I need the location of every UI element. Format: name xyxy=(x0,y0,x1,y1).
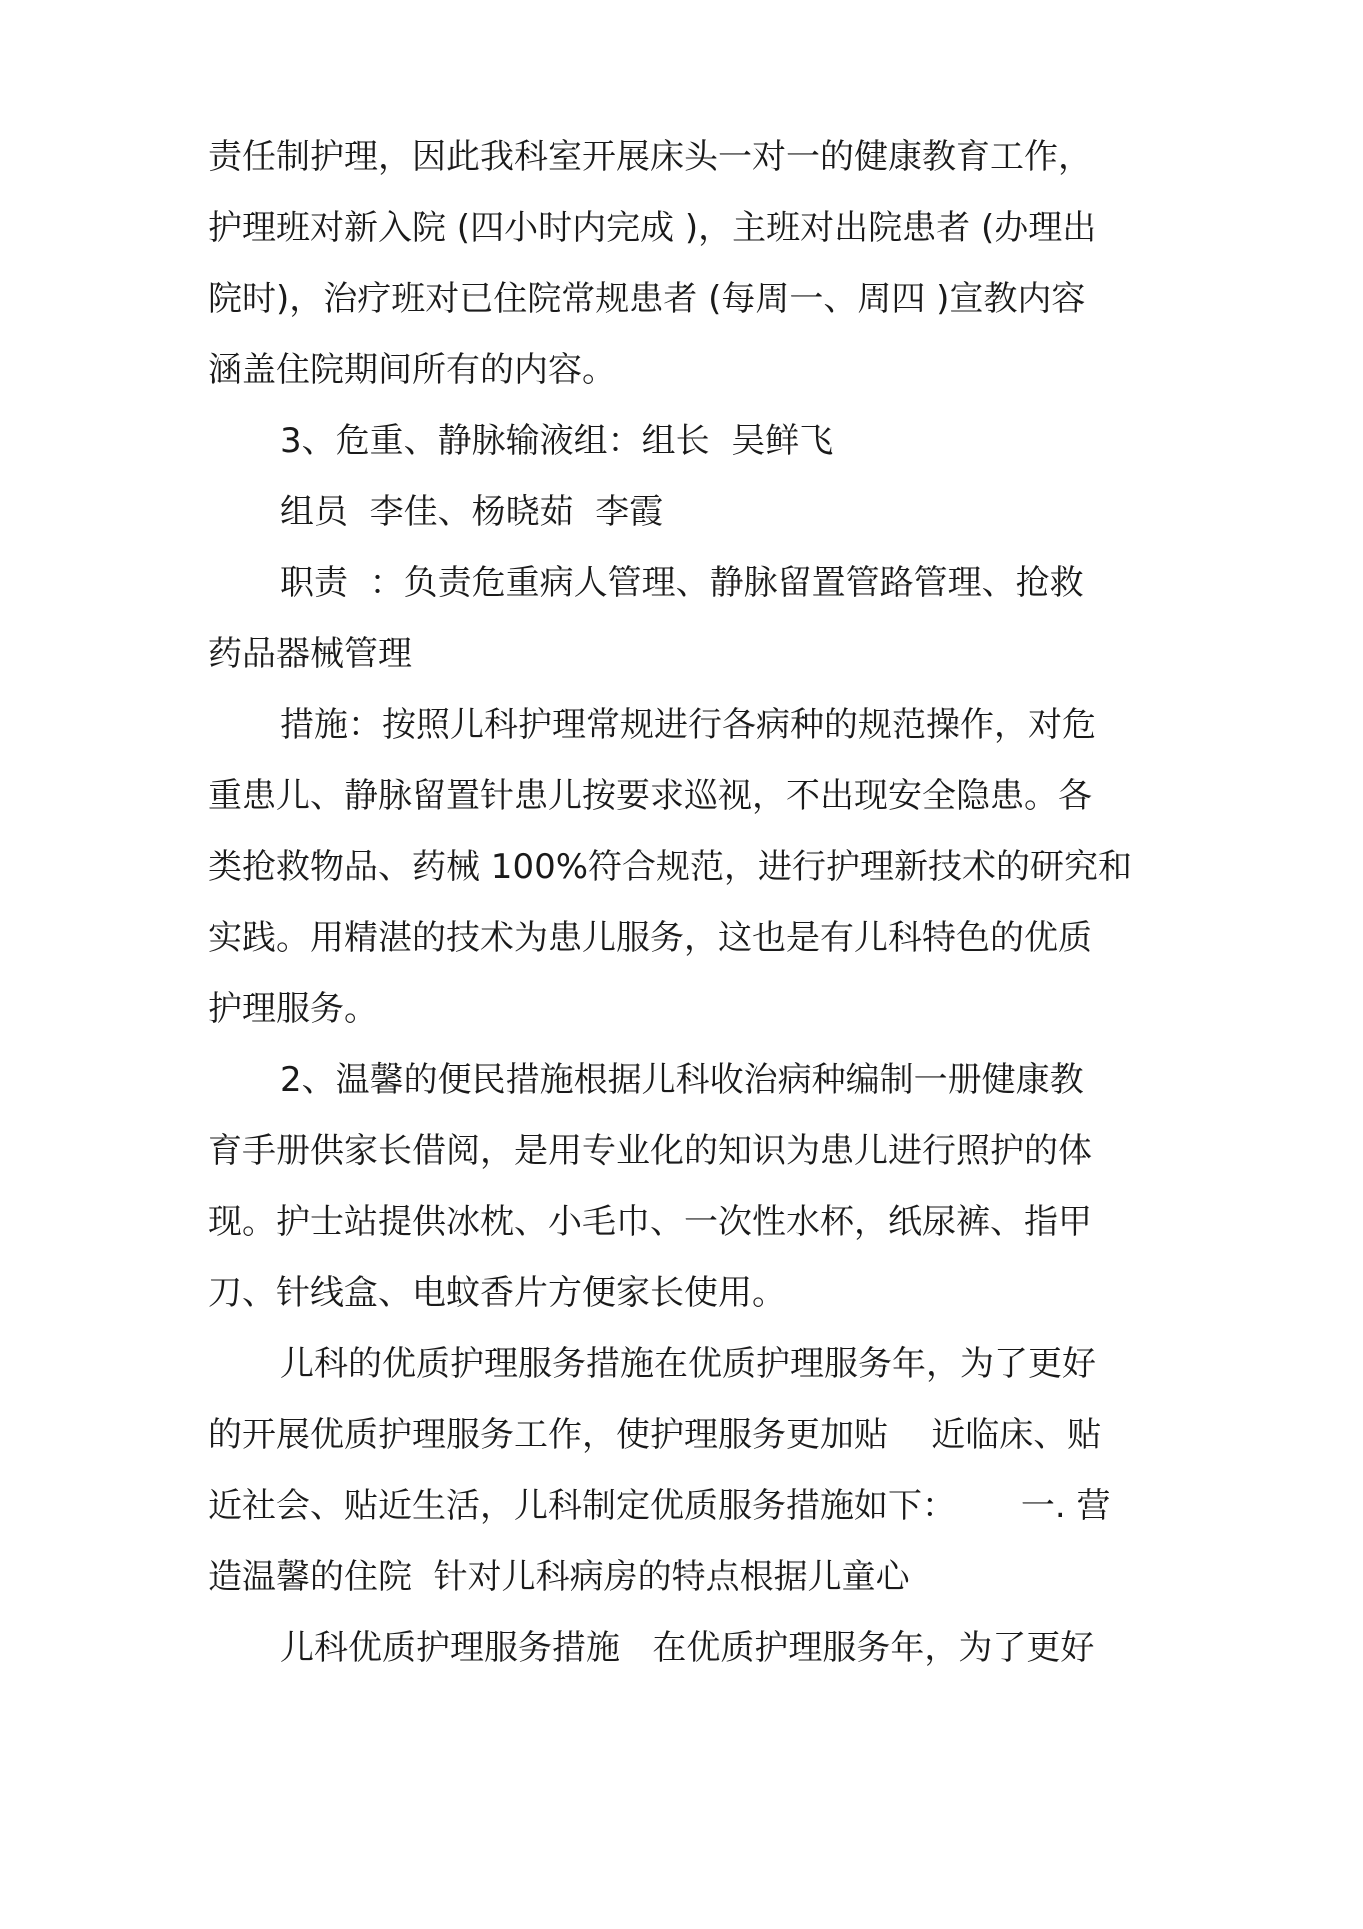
text-line: 药品器械管理 xyxy=(208,634,412,674)
text-line: 责任制护理，因此我科室开展床头一对一的健康教育工作， xyxy=(208,137,1092,177)
text-line: 近社会、贴近生活，儿科制定优质服务措施如下： 一. 营 xyxy=(208,1486,1111,1526)
text-line: 育手册供家长借阅，是用专业化的知识为患儿进行照护的体 xyxy=(208,1131,1092,1171)
text-line: 措施：按照儿科护理常规进行各病种的规范操作，对危 xyxy=(280,705,1096,745)
text-line: 组员 李佳、杨晓茹 李霞 xyxy=(280,492,664,532)
text-line: 2、温馨的便民措施根据儿科收治病种编制一册健康教 xyxy=(280,1060,1084,1100)
text-line: 实践。用精湛的技术为患儿服务，这也是有儿科特色的优质 xyxy=(208,918,1092,958)
text-line: 造温馨的住院 针对儿科病房的特点根据儿童心 xyxy=(208,1557,910,1597)
text-line: 儿科的优质护理服务措施在优质护理服务年，为了更好 xyxy=(280,1344,1096,1384)
text-line: 护理班对新入院 (四小时内完成 )，主班对出院患者 (办理出 xyxy=(208,208,1097,248)
text-line: 3、危重、静脉输液组：组长 吴鲜飞 xyxy=(280,421,834,461)
text-line: 院时)，治疗班对已住院常规患者 (每周一、周四 )宣教内容 xyxy=(208,279,1086,319)
text-line: 职责 ：负责危重病人管理、静脉留置管路管理、抢救 xyxy=(280,563,1084,603)
text-line: 重患儿、静脉留置针患儿按要求巡视，不出现安全隐患。各 xyxy=(208,776,1092,816)
text-line: 刀、针线盒、电蚊香片方便家长使用。 xyxy=(208,1273,786,1313)
document-body xyxy=(208,122,1193,1684)
text-line: 涵盖住院期间所有的内容。 xyxy=(208,350,616,390)
text-line: 护理服务。 xyxy=(208,989,378,1029)
text-line: 儿科优质护理服务措施 在优质护理服务年，为了更好 xyxy=(280,1628,1095,1668)
text-line: 现。护士站提供冰枕、小毛巾、一次性水杯，纸尿裤、指甲 xyxy=(208,1202,1092,1242)
text-line: 的开展优质护理服务工作，使护理服务更加贴 近临床、贴 xyxy=(208,1415,1102,1455)
text-line: 类抢救物品、药械 100%符合规范，进行护理新技术的研究和 xyxy=(208,847,1133,887)
